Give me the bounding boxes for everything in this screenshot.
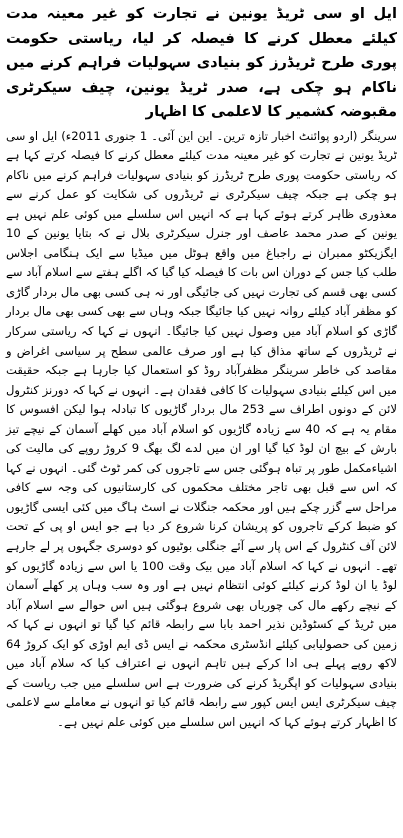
article-headline: ایل او سی ٹریڈ یونین نے تجارت کو غیر معینہ مدت کیلئے معطل کرنے کا فیصلہ کر لیا، ریاستی حکومت پوری طرح ٹریڈرز کو بنیادی سہولیات فراہم کرنے میں ناکام ہو چکی ہے، صدر ٹریڈ یونین، چیف سیکرٹری مقبوضہ کشمیر کا لاعلمی کا اظہار <box>6 5 397 120</box>
article-body: سرینگر (اردو پوائنٹ اخبار تازہ ترین۔ این این آئی۔ 1 جنوری 2011ء) ایل او سی ٹریڈ یونین نے تجارت کو غیر معینہ مدت کیلئے معطل کرنے کا فیصلہ کرتے کہا ہے کہ ریاستی حکومت پوری طرح ٹریڈرز کو بنیادی سہولیات فراہم کرنے میں ناکام ہو چکی ہے جبکہ چیف سیکرٹری نے ٹریڈروں کی شکایت کو عمل کرنے سے معذوری ظاہر کرتے ہوئے کہا ہے کہ انہیں اس سلسلے میں کوئی علم نہیں ہے یونین کے صدر محمد عاصف اور جنرل سیکرٹری بلال نے کہ بتایا یونین کے 10 ایگزیکٹو ممبران نے راجباغ میں واقع ہوٹل میں میڈیا سے ایک ہنگامی اجلاس طلب کیا جس کے دوران اس بات کا فیصلہ کیا گیا کہ اگلے ہفتے سے اسلام آباد سے کسی بھی قسم کی تجارت نہیں کی جائیگی اور نہ ہی کسی بھی مال بردار گاڑی کو مظفر آباد کیلئے روانہ نہیں کیا جائیگا جبکہ وہاں سے بھی کسی بھی مال بردار گاڑی کو اسلام آباد میں وصول نہیں کیا جائیگا۔ انہوں نے کہا کہ ریاستی سرکار نے ٹریڈروں کے ساتھ مذاق کیا ہے اور صرف عالمی سطح پر سیاسی اغراض و مقاصد کی خاطر سرینگر مظفرآباد روڈ کو استعمال کیا جارہا ہے جبکہ حقیقت میں اس کیلئے بنیادی سہولیات کا کافی فقدان ہے۔ انہوں نے کہا کہ دورنز کنٹرول لائن کے دونوں اطراف سے 253 مال بردار گاڑیوں کا تبادلہ ہوا لیکن افسوس کا مقام یہ ہے کہ 40 سے زیادہ گاڑیوں کو اسلام آباد میں کھلے آسمان کے نیچے تیز بارش کے بیچ ان لوڈ کیا گیا اور ان میں لدے لگ بھگ 9 کروڑ روپے کی مالیت کی اشیاءمکمل طور پر تباہ ہوگئی جس سے تاجروں کی کمر ٹوٹ گئی۔ انہوں نے کہا کہ اس سے قبل بھی تاجر مختلف محکموں کی کارستانیوں کی وجہ سے کافی مراحل سے گزر چکے ہیں اور محکمہ جنگلات نے اسٹ ہاگ میں کئی ایسی گاڑیوں کو ضبط کرکے تاجروں کو پریشان کرنا شروع کر دیا ہے جو ایس او پی کے تحت لائن آف کنٹرول کے اس پار سے آئے جنگلی بوٹیوں کو دوسری جگہوں پر لے جارہے تھے۔ انہوں نے کہا کہ اسلام آباد میں بیک وقت 100 یا اس سے زیادہ گاڑیوں کو لوڈ یا ان لوڈ کرنے کیلئے کوئی انتظام نہیں ہے اور وہ سب وہاں پر کھلے آسمان کے نیچے رکھے مال کی چوریاں بھی شروع ہوگئی ہیں اس حوالے سے اسلام آباد میں ٹریڈ کے کسٹوڈین نذیر احمد بابا سے رابطہ قائم کیا گیا تو انہوں نے کہا کہ زمین کی حصولیابی کیلئے انڈسٹری محکمہ نے ایس ڈی ایم اوڑی کو ایک کروڑ 64 لاکھ روپے پہلے ہی ادا کرکے ہیں تاہم انہوں نے اعتراف کیا کہ سلام آباد میں بنیادی سہولیات کو اپگریڈ کرنے کی ضرورت ہے اس سلسلے میں جب ریاست کے چیف سیکرٹری ایس ایس کپور سے رابطہ قائم کیا تو انہوں نے معاملے سے لاعلمی کا اظہار کرتے ہوئے کہا کہ انہیں اس سلسلے میں کوئی علم نہیں ہے۔ <box>6 128 397 729</box>
